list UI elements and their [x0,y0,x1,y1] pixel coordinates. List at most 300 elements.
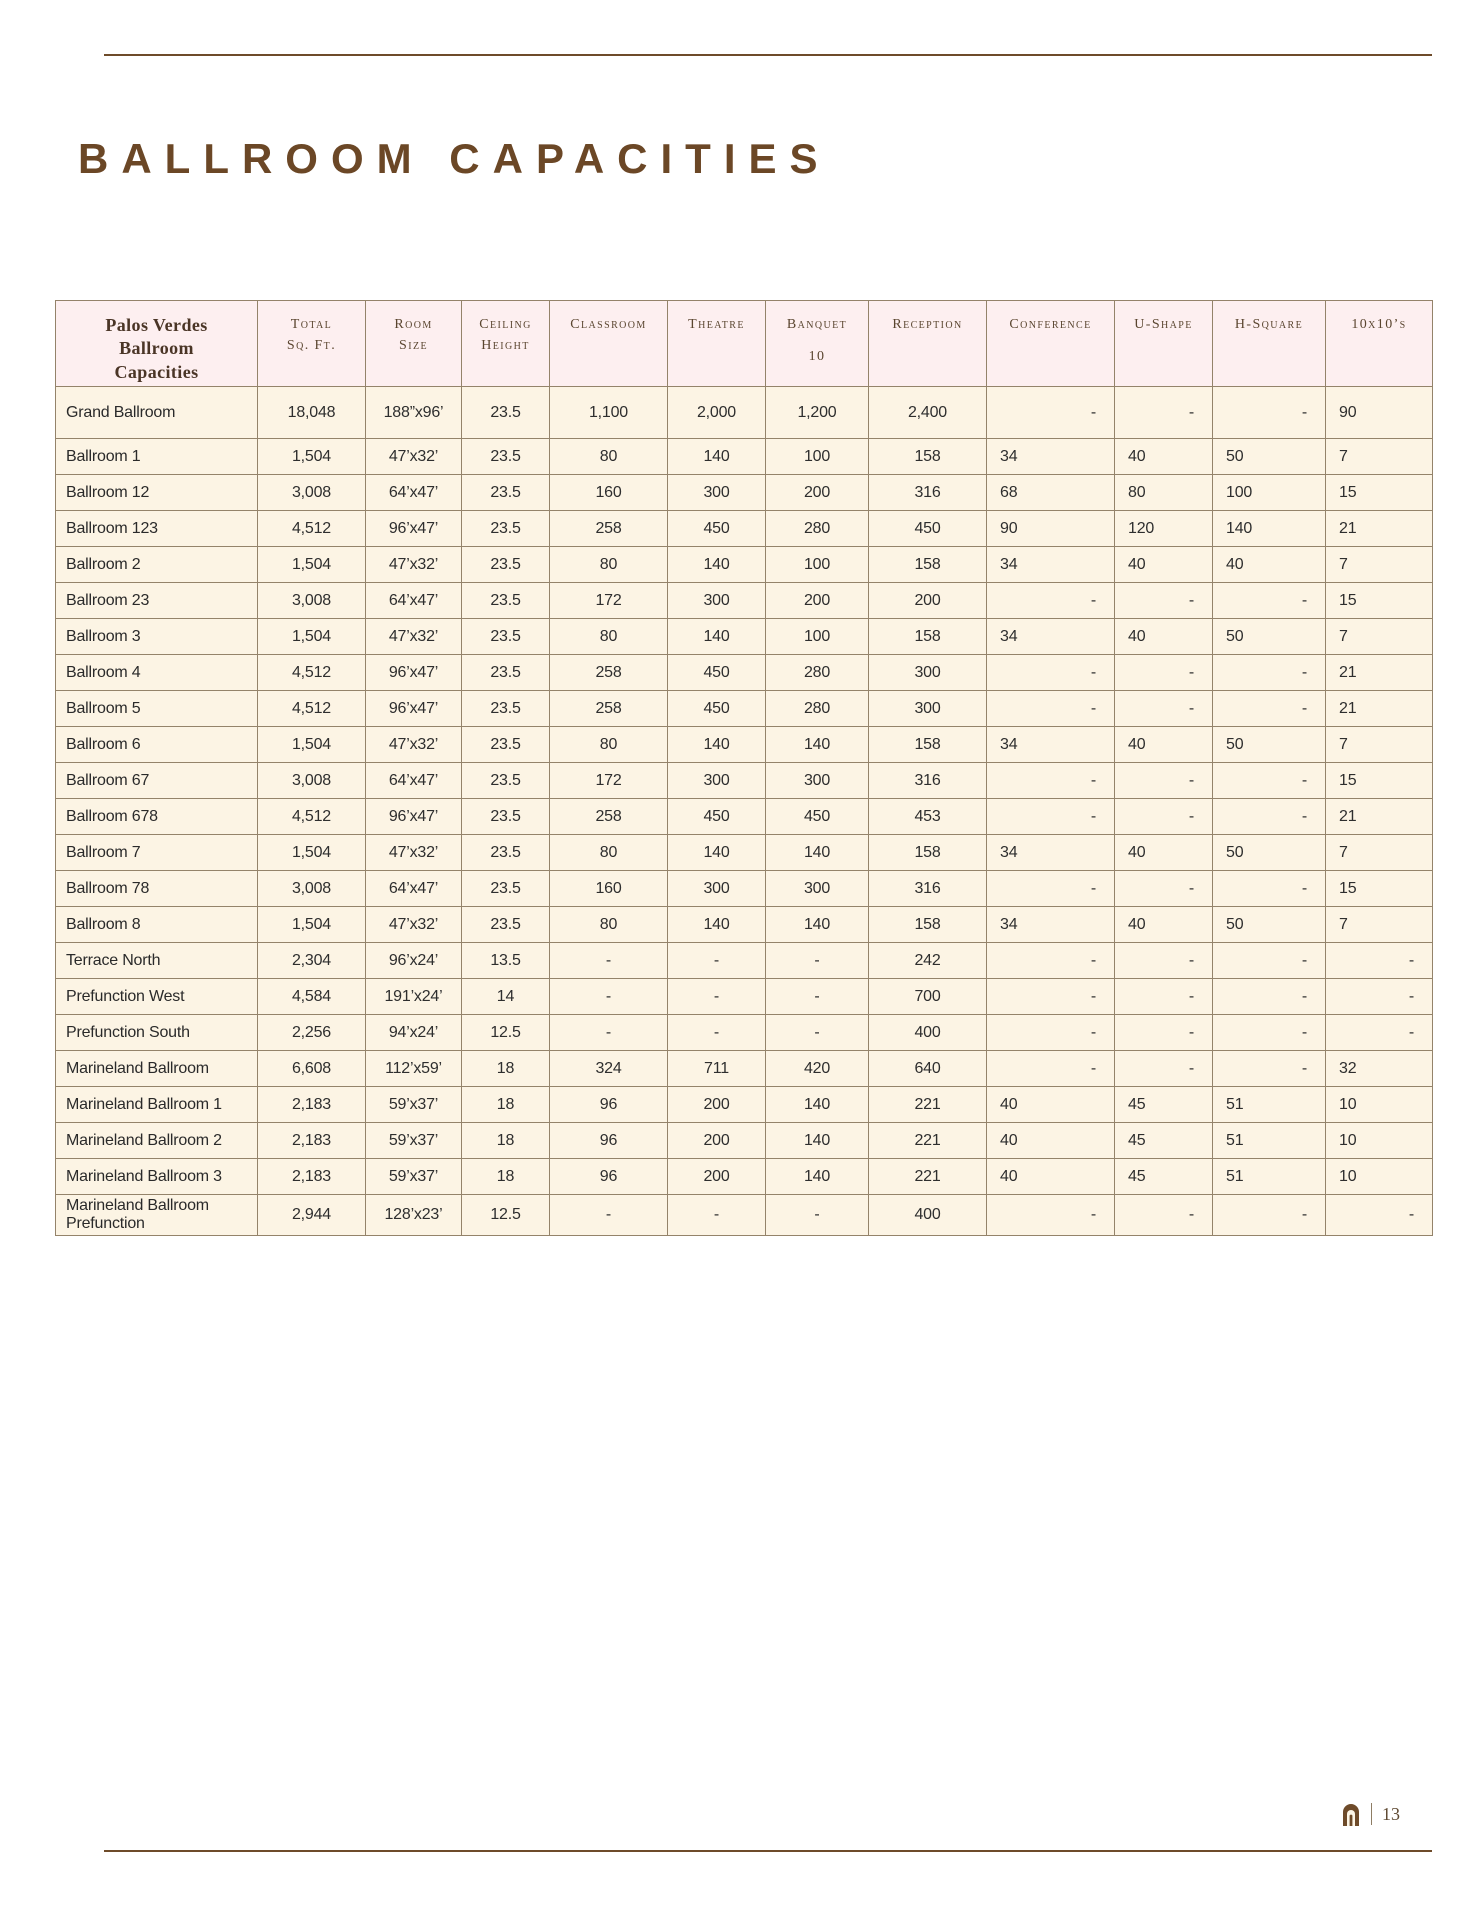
cell-ushape: - [1115,1051,1213,1087]
cell-banquet: 200 [766,475,869,511]
room-name: Ballroom 7 [56,835,258,871]
cell-tens: 7 [1326,547,1433,583]
cell-theatre: - [668,1195,766,1236]
cell-sqft: 1,504 [258,439,366,475]
cell-sqft: 1,504 [258,835,366,871]
cell-theatre: 300 [668,475,766,511]
cell-reception: 640 [869,1051,987,1087]
cell-sqft: 2,944 [258,1195,366,1236]
cell-tens: 15 [1326,475,1433,511]
cell-reception: 2,400 [869,387,987,439]
cell-ushape: 45 [1115,1123,1213,1159]
column-header-hsquare: H-Square [1213,301,1326,387]
cell-theatre: 2,000 [668,387,766,439]
column-header-name: Palos Verdes Ballroom Capacities [56,301,258,387]
cell-conference: 40 [987,1123,1115,1159]
cell-reception: 316 [869,871,987,907]
cell-ceiling: 18 [462,1159,550,1195]
table-row [56,619,1433,655]
cell-ceiling: 23.5 [462,871,550,907]
cell-tens: 90 [1326,387,1433,439]
cell-sqft: 1,504 [258,727,366,763]
cell-size: 128’x23’ [366,1195,462,1236]
cell-ceiling: 18 [462,1051,550,1087]
cell-ushape: - [1115,871,1213,907]
cell-size: 59’x37’ [366,1159,462,1195]
hotel-logo-icon [1341,1801,1361,1827]
cell-banquet: - [766,1015,869,1051]
cell-ushape: - [1115,943,1213,979]
cell-size: 47’x32’ [366,835,462,871]
cell-reception: 242 [869,943,987,979]
cell-size: 47’x32’ [366,547,462,583]
cell-reception: 200 [869,583,987,619]
cell-banquet: 100 [766,439,869,475]
cell-classroom: 96 [550,1159,668,1195]
room-name: Marineland Ballroom [56,1051,258,1087]
cell-banquet: 300 [766,763,869,799]
cell-sqft: 4,512 [258,511,366,547]
cell-sqft: 4,584 [258,979,366,1015]
cell-reception: 158 [869,835,987,871]
cell-theatre: - [668,979,766,1015]
room-name: Grand Ballroom [56,387,258,439]
cell-banquet: 280 [766,511,869,547]
cell-sqft: 1,504 [258,907,366,943]
table-row [56,511,1433,547]
cell-hsquare: 40 [1213,547,1326,583]
table-row [56,763,1433,799]
cell-ceiling: 18 [462,1123,550,1159]
table-row [56,691,1433,727]
room-name: Ballroom 8 [56,907,258,943]
cell-conference: - [987,763,1115,799]
cell-banquet: 1,200 [766,387,869,439]
cell-reception: 300 [869,655,987,691]
cell-size: 64’x47’ [366,763,462,799]
table-row [56,547,1433,583]
cell-conference: 40 [987,1159,1115,1195]
room-name: Ballroom 2 [56,547,258,583]
cell-ushape: 40 [1115,727,1213,763]
cell-ushape: 45 [1115,1159,1213,1195]
cell-banquet: 140 [766,1159,869,1195]
cell-ushape: - [1115,387,1213,439]
cell-conference: - [987,1051,1115,1087]
cell-theatre: 450 [668,799,766,835]
cell-hsquare: - [1213,387,1326,439]
room-name: Ballroom 67 [56,763,258,799]
room-name: Ballroom 6 [56,727,258,763]
table-row [56,1159,1433,1195]
cell-conference: 34 [987,439,1115,475]
cell-hsquare: - [1213,979,1326,1015]
cell-sqft: 2,304 [258,943,366,979]
cell-banquet: 280 [766,655,869,691]
cell-reception: 450 [869,511,987,547]
cell-hsquare: - [1213,655,1326,691]
cell-reception: 158 [869,439,987,475]
cell-classroom: 1,100 [550,387,668,439]
cell-hsquare: - [1213,799,1326,835]
cell-reception: 453 [869,799,987,835]
cell-hsquare: - [1213,763,1326,799]
cell-theatre: 450 [668,511,766,547]
cell-theatre: 140 [668,727,766,763]
cell-classroom: 80 [550,439,668,475]
cell-reception: 158 [869,727,987,763]
cell-size: 47’x32’ [366,439,462,475]
cell-ceiling: 23.5 [462,583,550,619]
cell-ceiling: 23.5 [462,763,550,799]
cell-theatre: 140 [668,439,766,475]
cell-theatre: 200 [668,1123,766,1159]
cell-hsquare: - [1213,583,1326,619]
cell-reception: 221 [869,1123,987,1159]
footer-divider [1371,1803,1372,1825]
cell-reception: 300 [869,691,987,727]
cell-conference: 90 [987,511,1115,547]
cell-banquet: 100 [766,547,869,583]
cell-reception: 700 [869,979,987,1015]
cell-ushape: - [1115,655,1213,691]
cell-theatre: 140 [668,835,766,871]
cell-hsquare: - [1213,1195,1326,1236]
cell-sqft: 3,008 [258,583,366,619]
cell-reception: 316 [869,475,987,511]
cell-ceiling: 12.5 [462,1015,550,1051]
room-name: Marineland Ballroom 2 [56,1123,258,1159]
table-row [56,439,1433,475]
cell-theatre: 300 [668,871,766,907]
cell-hsquare: 51 [1213,1159,1326,1195]
cell-banquet: 140 [766,1087,869,1123]
cell-sqft: 4,512 [258,655,366,691]
cell-ushape: 40 [1115,619,1213,655]
cell-ceiling: 14 [462,979,550,1015]
cell-tens: - [1326,979,1433,1015]
cell-conference: - [987,871,1115,907]
cell-tens: 7 [1326,835,1433,871]
cell-hsquare: 50 [1213,727,1326,763]
cell-ceiling: 23.5 [462,511,550,547]
room-name: Ballroom 678 [56,799,258,835]
cell-ceiling: 18 [462,1087,550,1123]
column-header-theatre: Theatre [668,301,766,387]
cell-hsquare: 140 [1213,511,1326,547]
cell-classroom: 258 [550,691,668,727]
table-body [56,387,1433,1236]
top-rule [104,54,1432,56]
cell-sqft: 1,504 [258,547,366,583]
cell-sqft: 1,504 [258,619,366,655]
cell-reception: 158 [869,619,987,655]
cell-size: 47’x32’ [366,727,462,763]
cell-ceiling: 23.5 [462,655,550,691]
cell-ushape: 40 [1115,907,1213,943]
cell-classroom: - [550,1015,668,1051]
cell-theatre: 711 [668,1051,766,1087]
cell-sqft: 6,608 [258,1051,366,1087]
cell-classroom: 172 [550,583,668,619]
cell-size: 96’x24’ [366,943,462,979]
room-name: Ballroom 123 [56,511,258,547]
cell-classroom: 96 [550,1123,668,1159]
column-header-ushape: U-Shape [1115,301,1213,387]
cell-tens: 21 [1326,511,1433,547]
room-name: Marineland Ballroom 3 [56,1159,258,1195]
cell-theatre: 450 [668,691,766,727]
cell-classroom: 80 [550,835,668,871]
cell-ceiling: 23.5 [462,475,550,511]
cell-classroom: 96 [550,1087,668,1123]
table-row [56,943,1433,979]
cell-theatre: 140 [668,547,766,583]
cell-ushape: 45 [1115,1087,1213,1123]
room-name: Prefunction South [56,1015,258,1051]
cell-ceiling: 23.5 [462,387,550,439]
room-name: Ballroom 3 [56,619,258,655]
cell-size: 112’x59’ [366,1051,462,1087]
cell-ushape: 80 [1115,475,1213,511]
cell-theatre: 140 [668,619,766,655]
cell-size: 47’x32’ [366,907,462,943]
table-row [56,727,1433,763]
capacities-table [55,300,1433,1236]
room-name: Ballroom 78 [56,871,258,907]
table-row [56,799,1433,835]
cell-ushape: - [1115,583,1213,619]
cell-reception: 400 [869,1195,987,1236]
cell-hsquare: 50 [1213,835,1326,871]
cell-tens: 10 [1326,1159,1433,1195]
cell-classroom: - [550,1195,668,1236]
cell-sqft: 4,512 [258,799,366,835]
cell-ushape: - [1115,1195,1213,1236]
cell-classroom: 80 [550,547,668,583]
cell-ceiling: 23.5 [462,835,550,871]
cell-size: 64’x47’ [366,475,462,511]
cell-banquet: - [766,1195,869,1236]
cell-theatre: 140 [668,907,766,943]
cell-conference: 68 [987,475,1115,511]
cell-ushape: - [1115,763,1213,799]
cell-tens: 21 [1326,655,1433,691]
cell-classroom: 160 [550,871,668,907]
cell-ceiling: 23.5 [462,547,550,583]
cell-classroom: 258 [550,655,668,691]
table-row [56,387,1433,439]
cell-conference: - [987,691,1115,727]
page-number: 13 [1382,1803,1400,1824]
cell-sqft: 2,183 [258,1123,366,1159]
table-row [56,1015,1433,1051]
cell-tens: 10 [1326,1087,1433,1123]
column-header-ceiling: Ceiling Height [462,301,550,387]
column-header-size: Room Size [366,301,462,387]
cell-reception: 221 [869,1087,987,1123]
cell-tens: 7 [1326,907,1433,943]
cell-sqft: 18,048 [258,387,366,439]
column-header-banquet: Banquet 10 [766,301,869,387]
room-name: Ballroom 1 [56,439,258,475]
cell-classroom: 80 [550,619,668,655]
cell-banquet: - [766,979,869,1015]
cell-classroom: 172 [550,763,668,799]
table-row [56,835,1433,871]
cell-sqft: 3,008 [258,475,366,511]
table-head [56,301,1433,387]
column-header-conference: Conference [987,301,1115,387]
cell-conference: 34 [987,547,1115,583]
cell-tens: 21 [1326,799,1433,835]
column-header-sqft: Total Sq. Ft. [258,301,366,387]
cell-hsquare: 50 [1213,619,1326,655]
cell-sqft: 3,008 [258,763,366,799]
cell-banquet: 200 [766,583,869,619]
column-header-reception: Reception [869,301,987,387]
cell-ceiling: 23.5 [462,907,550,943]
table-row [56,907,1433,943]
cell-tens: 7 [1326,727,1433,763]
cell-classroom: - [550,943,668,979]
cell-ceiling: 23.5 [462,727,550,763]
cell-size: 96’x47’ [366,655,462,691]
cell-banquet: 300 [766,871,869,907]
room-name: Terrace North [56,943,258,979]
cell-hsquare: - [1213,1015,1326,1051]
table-row [56,979,1433,1015]
cell-classroom: 160 [550,475,668,511]
cell-ushape: 40 [1115,835,1213,871]
cell-conference: - [987,1195,1115,1236]
cell-classroom: 80 [550,907,668,943]
cell-size: 188”x96’ [366,387,462,439]
table-row [56,1087,1433,1123]
cell-theatre: 300 [668,583,766,619]
cell-ceiling: 12.5 [462,1195,550,1236]
cell-hsquare: 50 [1213,907,1326,943]
table-header-row [56,301,1433,387]
cell-classroom: 324 [550,1051,668,1087]
cell-banquet: 140 [766,1123,869,1159]
cell-conference: - [987,979,1115,1015]
cell-size: 191’x24’ [366,979,462,1015]
cell-size: 96’x47’ [366,691,462,727]
cell-hsquare: 51 [1213,1087,1326,1123]
cell-hsquare: - [1213,1051,1326,1087]
cell-conference: - [987,943,1115,979]
room-name: Ballroom 5 [56,691,258,727]
room-name: Ballroom 12 [56,475,258,511]
table-row [56,1123,1433,1159]
cell-theatre: - [668,943,766,979]
cell-banquet: 100 [766,619,869,655]
column-header-classroom: Classroom [550,301,668,387]
table-row [56,871,1433,907]
cell-conference: 34 [987,835,1115,871]
table-row [56,655,1433,691]
cell-tens: 7 [1326,439,1433,475]
cell-size: 96’x47’ [366,799,462,835]
cell-sqft: 2,183 [258,1087,366,1123]
cell-conference: 34 [987,619,1115,655]
table-row [56,475,1433,511]
cell-theatre: 300 [668,763,766,799]
cell-size: 64’x47’ [366,871,462,907]
cell-sqft: 4,512 [258,691,366,727]
cell-classroom: 80 [550,727,668,763]
cell-size: 47’x32’ [366,619,462,655]
cell-hsquare: 100 [1213,475,1326,511]
cell-tens: - [1326,1195,1433,1236]
cell-ushape: - [1115,691,1213,727]
room-name: Ballroom 23 [56,583,258,619]
cell-classroom: - [550,979,668,1015]
cell-size: 59’x37’ [366,1087,462,1123]
column-header-tens: 10x10’s [1326,301,1433,387]
table-row [56,583,1433,619]
cell-hsquare: - [1213,871,1326,907]
cell-theatre: - [668,1015,766,1051]
cell-theatre: 200 [668,1159,766,1195]
cell-reception: 400 [869,1015,987,1051]
cell-banquet: 140 [766,727,869,763]
cell-reception: 158 [869,547,987,583]
cell-ceiling: 23.5 [462,619,550,655]
cell-reception: 221 [869,1159,987,1195]
cell-banquet: - [766,943,869,979]
cell-ushape: - [1115,1015,1213,1051]
cell-theatre: 200 [668,1087,766,1123]
cell-banquet: 140 [766,907,869,943]
cell-conference: - [987,655,1115,691]
cell-ushape: - [1115,799,1213,835]
cell-hsquare: - [1213,943,1326,979]
cell-size: 96’x47’ [366,511,462,547]
cell-hsquare: - [1213,691,1326,727]
cell-tens: 10 [1326,1123,1433,1159]
cell-hsquare: 50 [1213,439,1326,475]
cell-tens: 15 [1326,871,1433,907]
cell-ceiling: 23.5 [462,799,550,835]
cell-conference: - [987,387,1115,439]
cell-ushape: 40 [1115,547,1213,583]
cell-size: 59’x37’ [366,1123,462,1159]
cell-tens: - [1326,1015,1433,1051]
cell-reception: 158 [869,907,987,943]
cell-banquet: 140 [766,835,869,871]
table-row [56,1195,1433,1236]
cell-conference: - [987,799,1115,835]
cell-tens: 15 [1326,583,1433,619]
cell-conference: 34 [987,907,1115,943]
cell-banquet: 450 [766,799,869,835]
cell-ceiling: 23.5 [462,691,550,727]
cell-hsquare: 51 [1213,1123,1326,1159]
cell-tens: - [1326,943,1433,979]
cell-theatre: 450 [668,655,766,691]
cell-tens: 32 [1326,1051,1433,1087]
cell-tens: 15 [1326,763,1433,799]
cell-conference: - [987,583,1115,619]
room-name: Marineland Ballroom Prefunction [56,1195,258,1236]
cell-ushape: 120 [1115,511,1213,547]
bottom-rule [104,1850,1432,1852]
cell-ceiling: 13.5 [462,943,550,979]
cell-sqft: 3,008 [258,871,366,907]
cell-sqft: 2,256 [258,1015,366,1051]
